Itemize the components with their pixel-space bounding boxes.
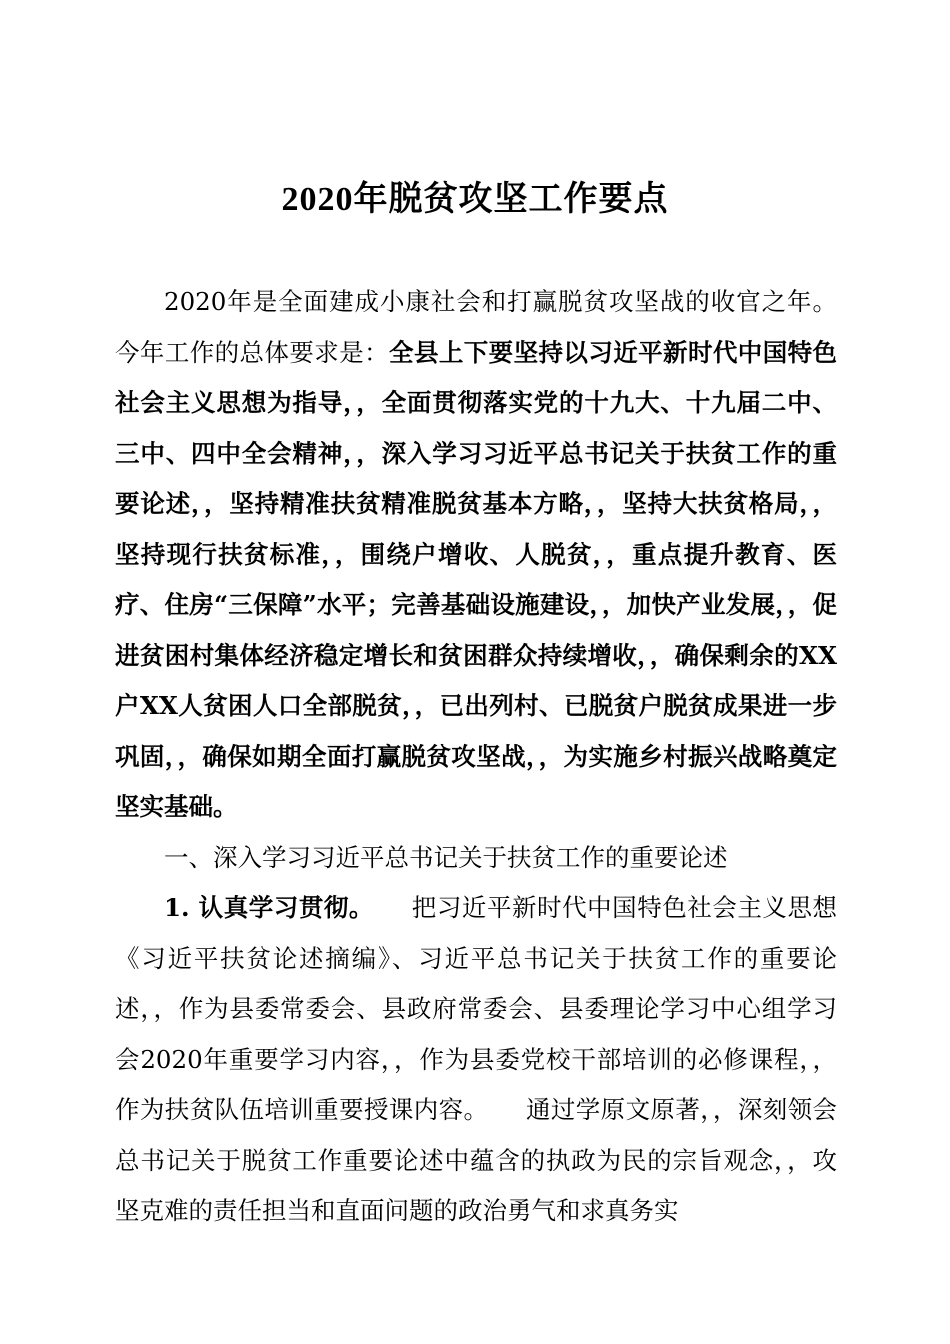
section-heading: 一、深入学习习近平总书记关于扶贫工作的重要论述: [164, 842, 728, 872]
document-body: [115, 277, 837, 1237]
intro-text: 2020年是全面建成小康社会和打赢脱贫攻坚战的收官之年。今年工作的总体要求是：: [115, 287, 837, 367]
item-label: 1. 认真学习贯彻。: [164, 893, 362, 922]
item-paragraph: [115, 883, 837, 1237]
intro-paragraph: [115, 277, 837, 833]
document-title: 2020年脱贫攻坚工作要点: [281, 181, 669, 218]
general-requirements-text: 全县上下要坚持以习近平新时代中国特色社会主义思想为指导，，全面贯彻落实党的十九大、十九届二中、三中、四中全会精神，，深入学习习近平总书记关于扶贫工作的重要论述，，坚持精准扶贫精准脱贫基本方略，，坚持大扶贫格局，，坚持现行扶贫标准，，围绕户增收、人脱贫，，重点提升教育、医疗、住房“三保障”水平；完善基础设施建设，，加快产业发展，，促进贫困村集体经济稳定增长和贫困群众持续增收，，确保剩余的XX户XX人贫困人口全部脱贫，，已出列村、已脱贫户脱贫成果进一步巩固，，确保如期全面打赢脱贫攻坚战，，为实施乡村振兴战略奠定坚实基础。: [115, 337, 838, 821]
item-text: 把习近平新时代中国特色社会主义思想《习近平扶贫论述摘编》、习近平总书记关于扶贫工作的重要论述，，作为县委常委会、县政府常委会、县委理论学习中心组学习会2020年重要学习内容，，作为县委党校干部培训的必修课程，，作为扶贫队伍培训重要授课内容。 通过学原文原著，，深刻领会总书记关于脱贫工作重要论述中蕴含的执政为民的宗旨观念，，攻坚克难的责任担当和直面问题的政治勇气和求真务实: [115, 893, 838, 1225]
